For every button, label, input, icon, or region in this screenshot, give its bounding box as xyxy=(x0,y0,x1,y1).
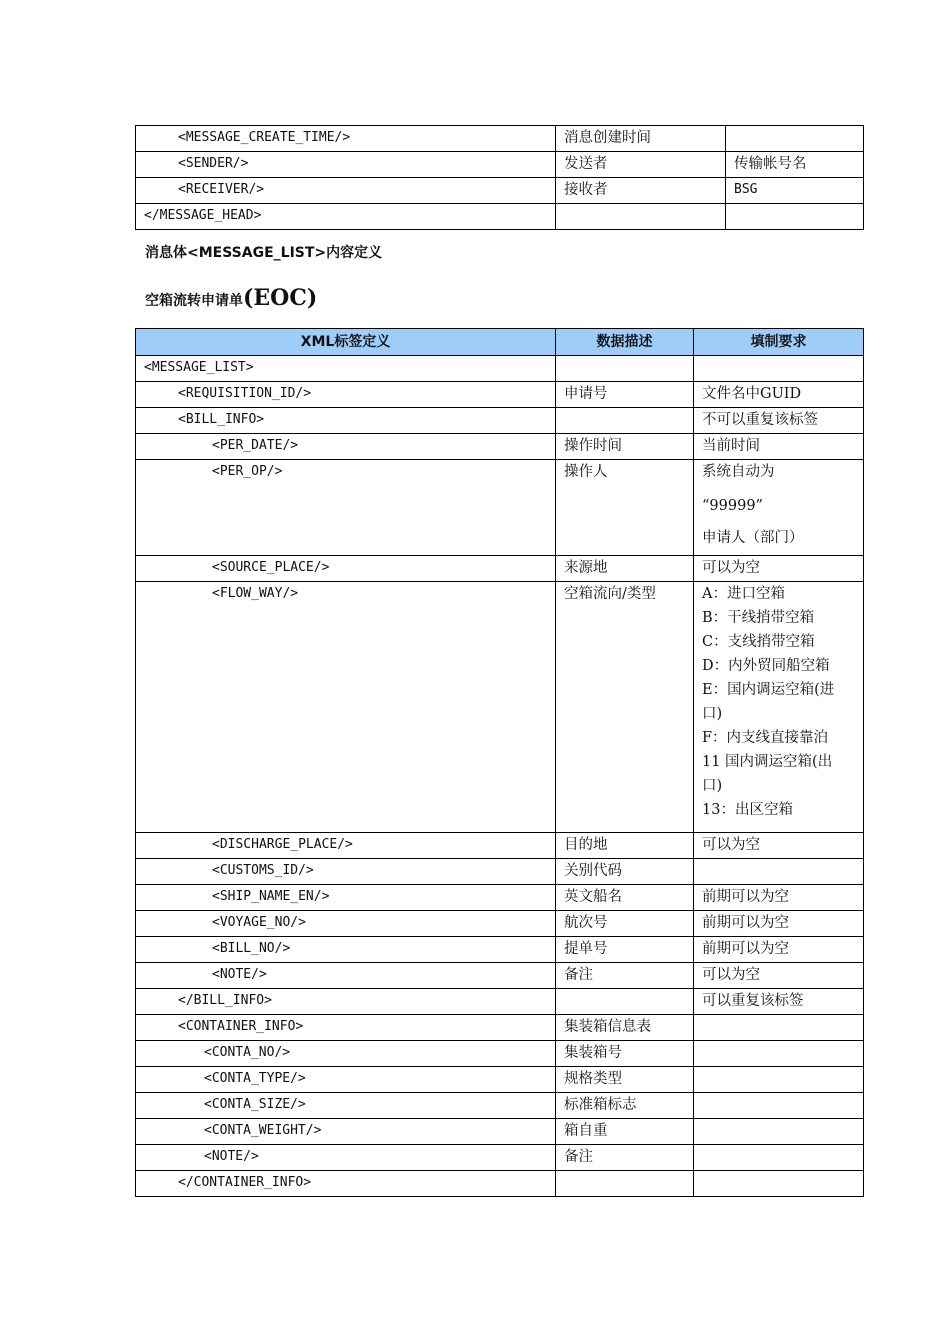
table-row xyxy=(136,556,864,582)
form-title-prefix: 空箱流转申请单 xyxy=(145,293,243,309)
table-row xyxy=(136,963,864,989)
tag-cell: <CONTA_WEIGHT/> xyxy=(136,1119,556,1145)
tag-cell: <CUSTOMS_ID/> xyxy=(136,859,556,885)
req-cell xyxy=(694,356,864,382)
req-cell: 不可以重复该标签 xyxy=(694,408,864,434)
req-line: 申请人（部门） xyxy=(702,530,804,546)
desc-cell xyxy=(556,356,694,382)
tag-cell: <NOTE/> xyxy=(136,1145,556,1171)
req-line: 系统自动为 xyxy=(702,464,775,480)
form-title xyxy=(145,285,317,311)
req-cell xyxy=(694,1067,864,1093)
desc-cell xyxy=(556,1171,694,1197)
table-header-row xyxy=(136,329,864,356)
req-line: A：进口空箱 xyxy=(702,586,785,602)
req-cell: BSG xyxy=(726,178,864,204)
req-cell: 文件名中GUID xyxy=(694,382,864,408)
req-cell: 前期可以为空 xyxy=(694,885,864,911)
tag-cell: <RECEIVER/> xyxy=(136,178,556,204)
desc-cell: 来源地 xyxy=(556,556,694,582)
table-row xyxy=(136,434,864,460)
tag-cell: <BILL_NO/> xyxy=(136,937,556,963)
req-cell xyxy=(726,126,864,152)
desc-cell: 集装箱号 xyxy=(556,1041,694,1067)
tag-cell: <VOYAGE_NO/> xyxy=(136,911,556,937)
table-row xyxy=(136,408,864,434)
req-line: “99999” xyxy=(702,498,763,514)
table-row xyxy=(136,1067,864,1093)
desc-cell xyxy=(556,408,694,434)
req-cell: 当前时间 xyxy=(694,434,864,460)
desc-cell xyxy=(556,989,694,1015)
desc-cell: 航次号 xyxy=(556,911,694,937)
table-row xyxy=(136,382,864,408)
desc-cell: 备注 xyxy=(556,1145,694,1171)
table-row xyxy=(136,460,864,556)
desc-cell: 规格类型 xyxy=(556,1067,694,1093)
table-row xyxy=(136,885,864,911)
req-cell xyxy=(694,1119,864,1145)
desc-cell: 接收者 xyxy=(556,178,726,204)
req-cell: 可以重复该标签 xyxy=(694,989,864,1015)
column-header: 数据描述 xyxy=(556,329,694,356)
req-line: B：干线捎带空箱 xyxy=(702,610,815,626)
req-cell: 可以为空 xyxy=(694,963,864,989)
tag-cell: <SENDER/> xyxy=(136,152,556,178)
tag-cell: <DISCHARGE_PLACE/> xyxy=(136,833,556,859)
desc-cell: 发送者 xyxy=(556,152,726,178)
table-row xyxy=(136,126,864,152)
tag-cell: <CONTAINER_INFO> xyxy=(136,1015,556,1041)
tag-cell: <FLOW_WAY/> xyxy=(136,582,556,833)
req-line: 11 国内调运空箱(出 xyxy=(702,754,833,770)
req-cell: 可以为空 xyxy=(694,833,864,859)
req-cell xyxy=(694,1145,864,1171)
req-line: 口) xyxy=(702,778,723,794)
desc-cell: 标准箱标志 xyxy=(556,1093,694,1119)
desc-cell: 申请号 xyxy=(556,382,694,408)
tag-cell: </BILL_INFO> xyxy=(136,989,556,1015)
tag-cell: </MESSAGE_HEAD> xyxy=(136,204,556,230)
table-row xyxy=(136,833,864,859)
tag-cell: <MESSAGE_LIST> xyxy=(136,356,556,382)
req-cell: 传输帐号名 xyxy=(726,152,864,178)
table-row xyxy=(136,989,864,1015)
req-cell xyxy=(694,859,864,885)
message-head-table xyxy=(135,125,864,230)
req-line: D：内外贸同船空箱 xyxy=(702,658,830,674)
column-header: XML标签定义 xyxy=(136,329,556,356)
tag-cell: <BILL_INFO> xyxy=(136,408,556,434)
column-header: 填制要求 xyxy=(694,329,864,356)
table-row xyxy=(136,1119,864,1145)
desc-cell: 提单号 xyxy=(556,937,694,963)
table-row xyxy=(136,356,864,382)
section-title: 消息体<MESSAGE_LIST>内容定义 xyxy=(145,245,383,261)
tag-cell: <SHIP_NAME_EN/> xyxy=(136,885,556,911)
desc-cell: 箱自重 xyxy=(556,1119,694,1145)
desc-cell: 消息创建时间 xyxy=(556,126,726,152)
req-cell xyxy=(694,1015,864,1041)
tag-cell: <SOURCE_PLACE/> xyxy=(136,556,556,582)
table-row xyxy=(136,152,864,178)
desc-cell: 关别代码 xyxy=(556,859,694,885)
message-list-table xyxy=(135,328,864,1197)
req-cell: 前期可以为空 xyxy=(694,911,864,937)
desc-cell: 空箱流向/类型 xyxy=(556,582,694,833)
desc-cell: 英文船名 xyxy=(556,885,694,911)
tag-cell: <NOTE/> xyxy=(136,963,556,989)
table-row xyxy=(136,859,864,885)
tag-cell: </CONTAINER_INFO> xyxy=(136,1171,556,1197)
tag-cell: <CONTA_SIZE/> xyxy=(136,1093,556,1119)
req-line: 口) xyxy=(702,706,723,722)
table-row xyxy=(136,178,864,204)
req-line: C：支线捎带空箱 xyxy=(702,634,815,650)
tag-cell: <REQUISITION_ID/> xyxy=(136,382,556,408)
req-cell xyxy=(694,1171,864,1197)
req-line: F：内支线直接靠泊 xyxy=(702,730,829,746)
table-row xyxy=(136,1171,864,1197)
desc-cell: 备注 xyxy=(556,963,694,989)
tag-cell: <MESSAGE_CREATE_TIME/> xyxy=(136,126,556,152)
req-cell: 前期可以为空 xyxy=(694,937,864,963)
table-row xyxy=(136,1015,864,1041)
tag-cell: <PER_OP/> xyxy=(136,460,556,556)
req-line: 13：出区空箱 xyxy=(702,802,793,818)
table-row xyxy=(136,911,864,937)
tag-cell: <CONTA_TYPE/> xyxy=(136,1067,556,1093)
tag-cell: <CONTA_NO/> xyxy=(136,1041,556,1067)
req-cell xyxy=(694,460,864,556)
table-row xyxy=(136,582,864,833)
table-row xyxy=(136,1145,864,1171)
desc-cell: 操作人 xyxy=(556,460,694,556)
req-line: E：国内调运空箱(进 xyxy=(702,682,835,698)
desc-cell: 操作时间 xyxy=(556,434,694,460)
req-cell xyxy=(694,582,864,833)
desc-cell: 集装箱信息表 xyxy=(556,1015,694,1041)
desc-cell: 目的地 xyxy=(556,833,694,859)
form-title-code: (EOC) xyxy=(243,285,318,311)
req-cell xyxy=(694,1093,864,1119)
desc-cell xyxy=(556,204,726,230)
table-row xyxy=(136,1093,864,1119)
req-cell xyxy=(726,204,864,230)
table-row xyxy=(136,937,864,963)
table-row xyxy=(136,204,864,230)
req-cell: 可以为空 xyxy=(694,556,864,582)
table-row xyxy=(136,1041,864,1067)
tag-cell: <PER_DATE/> xyxy=(136,434,556,460)
req-cell xyxy=(694,1041,864,1067)
